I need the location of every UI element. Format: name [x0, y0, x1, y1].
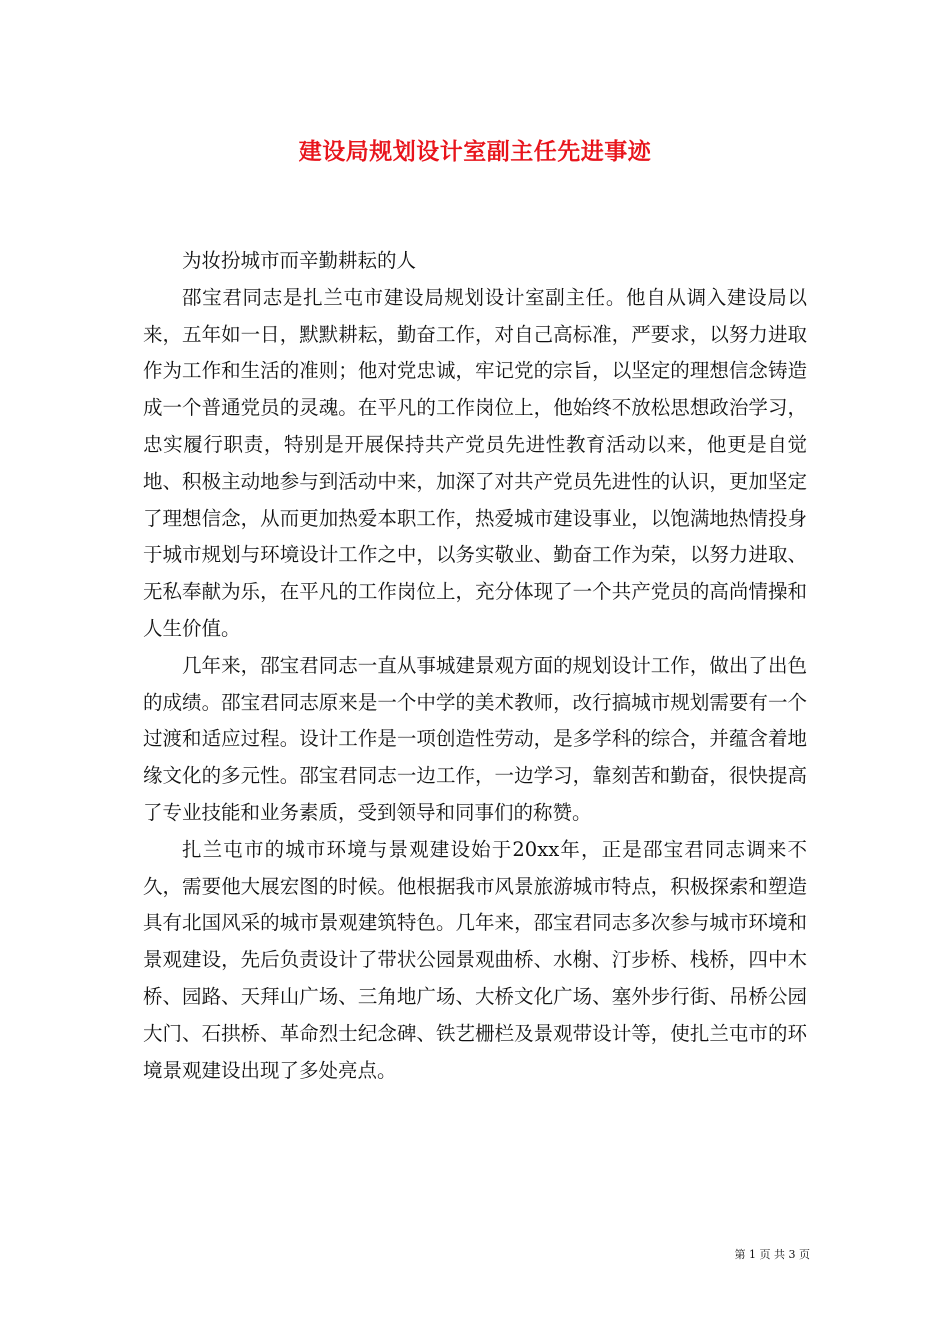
- page-number-footer: 第 1 页 共 3 页: [734, 1248, 810, 1261]
- document-body: [143, 243, 807, 1089]
- body-paragraph: 邵宝君同志是扎兰屯市建设局规划设计室副主任。他自从调入建设局以来，五年如一日，默默耕耘，勤奋工作，对自己高标准，严要求，以努力进取作为工作和生活的准则；他对党忠诚，牢记党的宗旨，以坚定的理想信念铸造成一个普通党员的灵魂。在平凡的工作岗位上，他始终不放松思想政治学习，忠实履行职责，特别是开展保持共产党员先进性教育活动以来，他更是自觉地、积极主动地参与到活动中来，加深了对共产党员先进性的认识，更加坚定了理想信念，从而更加热爱本职工作，热爱城市建设事业，以饱满地热情投身于城市规划与环境设计工作之中，以务实敬业、勤奋工作为荣，以努力进取、无私奉献为乐，在平凡的工作岗位上，充分体现了一个共产党员的高尚情操和人生价值。: [143, 285, 807, 640]
- body-paragraph: 扎兰屯市的城市环境与景观建设始于20xx年，正是邵宝君同志调来不久，需要他大展宏图的时候。他根据我市风景旅游城市特点，积极探索和塑造具有北国风采的城市景观建筑特色。几年来，邵宝君同志多次参与城市环境和景观建设，先后负责设计了带状公园景观曲桥、水榭、汀步桥、栈桥，四中木桥、园路、天拜山广场、三角地广场、大桥文化广场、塞外步行街、吊桥公园大门、石拱桥、革命烈士纪念碑、铁艺栅栏及景观带设计等，使扎兰屯市的环境景观建设出现了多处亮点。: [143, 837, 807, 1082]
- document-title: 建设局规划设计室副主任先进事迹: [298, 138, 652, 165]
- subtitle-paragraph: 为妆扮城市而辛勤耕耘的人: [182, 249, 417, 272]
- body-paragraph: 几年来，邵宝君同志一直从事城建景观方面的规划设计工作，做出了出色的成绩。邵宝君同志原来是一个中学的美术教师，改行搞城市规划需要有一个过渡和适应过程。设计工作是一项创造性劳动，是多学科的综合，并蕴含着地缘文化的多元性。邵宝君同志一边工作，一边学习，靠刻苦和勤奋，很快提高了专业技能和业务素质，受到领导和同事们的称赞。: [143, 653, 807, 824]
